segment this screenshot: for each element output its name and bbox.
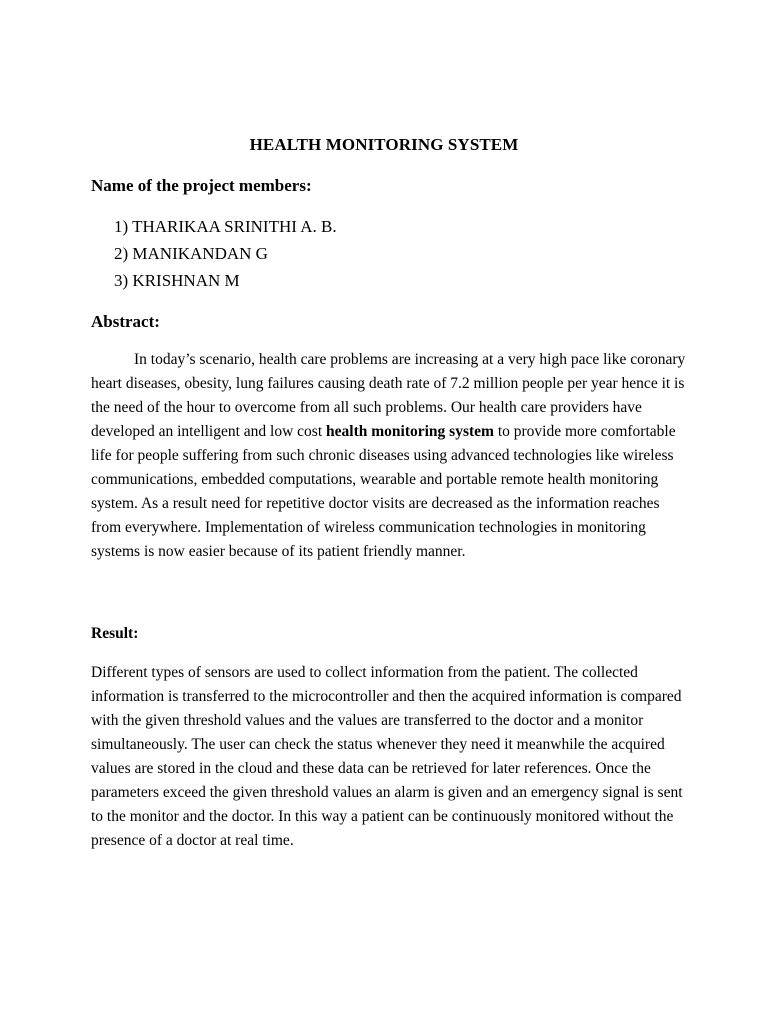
members-heading: Name of the project members: <box>91 176 312 195</box>
abstract-heading: Abstract: <box>91 312 160 331</box>
member-item-1: 1) THARIKAA SRINITHI A. B. <box>114 217 337 236</box>
abstract-bold-phrase: health monitoring system <box>326 423 494 440</box>
abstract-text-part-2: to provide more comfortable life for people suffering from such chronic diseases using advanced technologies like wireless communications, embedded computations, wearable and portable remote health monitoring system. As a result need for repetitive doctor visits are decreased as the information reaches from everywhere. Implementation of wireless communication technologies in monitoring systems is now easier because of its patient friendly manner. <box>91 423 676 560</box>
member-item-3: 3) KRISHNAN M <box>114 271 240 290</box>
member-item-2: 2) MANIKANDAN G <box>114 244 268 263</box>
abstract-text-part-1: In today’s scenario, health care problems are increasing at a very high pace like coronary heart diseases, obesity, lung failures causing death rate of 7.2 million people per year hence it is the need of the hour to overcome from all such problems. Our health care providers have developed an intelligent and low cost <box>91 351 686 440</box>
abstract-paragraph <box>91 348 691 564</box>
result-paragraph: Different types of sensors are used to collect information from the patient. The collected information is transferred to the microcontroller and then the acquired information is compared with the given threshold values and the values are transferred to the doctor and a monitor simultaneously. The user can check the status whenever they need it meanwhile the acquired values are stored in the cloud and these data can be retrieved for later references. Once the parameters exceed the given threshold values an alarm is given and an emergency signal is sent to the monitor and the doctor. In this way a patient can be continuously monitored without the presence of a doctor at real time. <box>91 664 683 849</box>
document-title: HEALTH MONITORING SYSTEM <box>249 135 519 154</box>
result-heading: Result: <box>91 625 139 642</box>
